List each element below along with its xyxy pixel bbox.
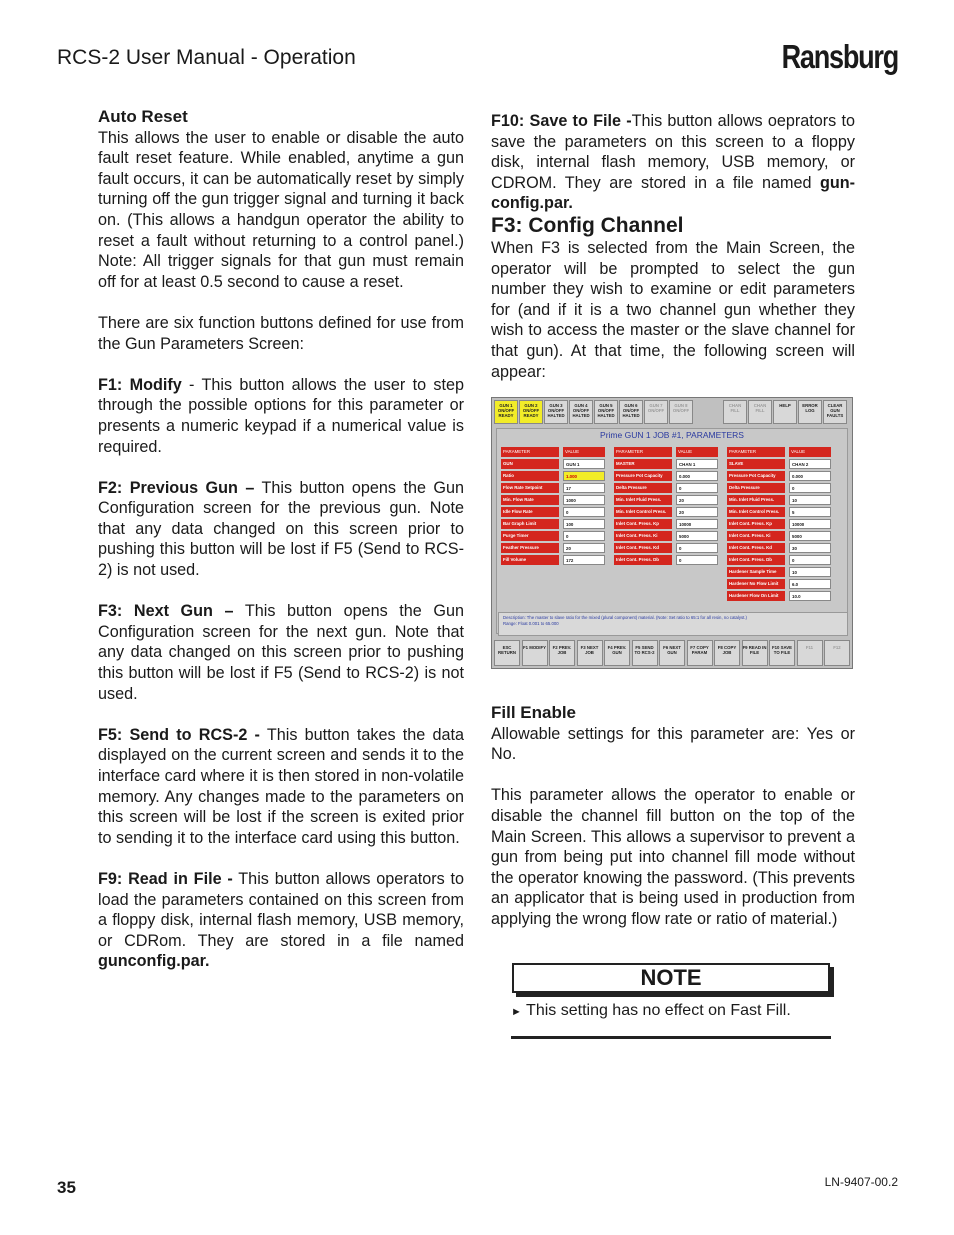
- top-button-13[interactable]: ERROR LOG: [798, 400, 822, 424]
- top-button-9[interactable]: [694, 400, 722, 424]
- parameter-column-header: PARAMETER: [727, 447, 785, 457]
- document-reference: LN-9407-00.2: [824, 1175, 898, 1189]
- parameter-value[interactable]: 0.000: [676, 471, 718, 481]
- parameter-name[interactable]: Min. Inlet Fluid Press.: [727, 495, 785, 505]
- f9-text: This button allows operators to load the parameters contained on this screen from a floppy disk, internal flash memory, USB memory, or CDRom. They are stored in a file named: [98, 869, 464, 950]
- parameter-name[interactable]: Purge Timer: [501, 531, 559, 541]
- parameter-row[interactable]: [614, 483, 726, 493]
- parameter-value[interactable]: 30: [789, 543, 831, 553]
- f9-label: F9: Read in File -: [98, 869, 233, 888]
- parameter-name[interactable]: Delta Pressure: [614, 483, 672, 493]
- parameter-value[interactable]: 1000: [563, 495, 605, 505]
- f3-paragraph: [98, 601, 464, 704]
- f10-filename: gun-config.par.: [491, 173, 855, 213]
- function-button-5[interactable]: F4 PREV. GUN: [604, 640, 630, 666]
- parameter-name[interactable]: Hardener Sample Time: [727, 567, 785, 577]
- auto-reset-paragraph: This allows the user to enable or disable the auto fault reset feature. While enabled, anytime a gun fault occurs, it can be automatically reset by simply turning off the gun trigger signal and turning it back on. (This allows a handgun operator the ability to reset a fault without returning to a control panel.) Note: All trigger signals for that gun must remain off for at least 0.5 second to cause a reset.: [98, 128, 464, 291]
- parameter-name[interactable]: Min. Inlet Control Press.: [614, 507, 672, 517]
- parameter-name[interactable]: MASTER: [614, 459, 672, 469]
- parameter-row[interactable]: [727, 555, 839, 565]
- parameter-row[interactable]: [501, 507, 613, 517]
- parameter-value[interactable]: GUN 1: [563, 459, 605, 469]
- top-button-7[interactable]: GUN 7 ON/OFF: [644, 400, 668, 424]
- parameter-value[interactable]: 20: [676, 507, 718, 517]
- parameter-value[interactable]: 0: [676, 555, 718, 565]
- parameter-row[interactable]: [501, 531, 613, 541]
- parameter-row[interactable]: [614, 507, 726, 517]
- parameter-row[interactable]: [727, 459, 839, 469]
- f1-text: - This button allows the user to step through the possible options for this parameter or presents a numeric keypad if a numerical value is required.: [98, 375, 464, 456]
- gun-parameters-screenshot: [491, 397, 853, 669]
- page-number: 35: [57, 1178, 76, 1197]
- f1-label: F1: Modify: [98, 375, 182, 394]
- parameter-row[interactable]: [501, 519, 613, 529]
- f2-label: F2: Previous Gun –: [98, 478, 255, 497]
- parameter-value[interactable]: 5000: [676, 531, 718, 541]
- parameter-name[interactable]: Inlet Cont. Press. Ki: [614, 531, 672, 541]
- parameter-value[interactable]: 10000: [789, 519, 831, 529]
- parameter-value[interactable]: 0: [676, 483, 718, 493]
- parameter-name[interactable]: Pressure Pot Capacity: [727, 471, 785, 481]
- fill-enable-description: This parameter allows the operator to enable or disable the channel fill button on the top of the Main Screen. This allows a supervisor to prevent a gun from being put into channel fill mode without the operator knowing the password. (This prevents an applicator that is being used in production from applying the wrong flow rate or ratio of material.): [491, 786, 855, 928]
- parameter-name[interactable]: SLAVE: [727, 459, 785, 469]
- parameter-name[interactable]: Hardener No Flow Limit: [727, 579, 785, 589]
- right-column: [491, 111, 855, 382]
- top-button-2[interactable]: GUN 2 ON/OFF READY: [519, 400, 543, 424]
- parameters-panel: [496, 428, 848, 634]
- parameter-row[interactable]: [727, 591, 839, 601]
- parameter-name[interactable]: Min. Inlet Fluid Press.: [614, 495, 672, 505]
- parameter-name[interactable]: Min. Flow Rate: [501, 495, 559, 505]
- parameter-description: [498, 612, 848, 636]
- parameters-panel-title: Prime GUN 1 JOB #1, PARAMETERS: [600, 430, 744, 440]
- function-button-11[interactable]: F10 SAVE TO FILE: [769, 640, 795, 666]
- parameter-value[interactable]: 10.0: [789, 591, 831, 601]
- function-button-6[interactable]: F5 SEND TO RCS-2: [632, 640, 658, 666]
- parameter-name[interactable]: Inlet Cont. Press. Kp: [614, 519, 672, 529]
- parameter-name[interactable]: Inlet Cont. Press. Kd: [614, 543, 672, 553]
- parameter-row[interactable]: [727, 567, 839, 577]
- bullet-arrow-icon: ►: [511, 1006, 522, 1018]
- parameters-column-3: [727, 447, 839, 603]
- parameter-name[interactable]: Inlet Cont. Press. Kd: [727, 543, 785, 553]
- note-bullet-text: This setting has no effect on Fast Fill.: [526, 1002, 791, 1019]
- function-button-3[interactable]: F2 PREV. JOB: [549, 640, 575, 666]
- parameter-row[interactable]: [727, 495, 839, 505]
- f9-filename: gunconfig.par.: [98, 952, 210, 971]
- f1-paragraph: [98, 375, 464, 457]
- parameter-row[interactable]: [614, 471, 726, 481]
- parameter-row[interactable]: [727, 519, 839, 529]
- parameter-value[interactable]: 5: [789, 507, 831, 517]
- parameter-value[interactable]: 0: [563, 507, 605, 517]
- top-button-5[interactable]: GUN 5 ON/OFF HALTED: [594, 400, 618, 424]
- parameter-value[interactable]: 0: [789, 483, 831, 493]
- function-button-10[interactable]: F9 READ IN FILE: [742, 640, 768, 666]
- value-column-header: VALUE: [789, 447, 831, 457]
- parameter-name[interactable]: Inlet Cont. Press. Kp: [727, 519, 785, 529]
- parameter-name[interactable]: Flow Rate Setpoint: [501, 483, 559, 493]
- f10-paragraph: [491, 111, 855, 214]
- range-text: Range: Float 0.001 to 65.000: [503, 621, 559, 626]
- f10-label: F10: Save to File -: [491, 112, 632, 130]
- screenshot-top-button-bar: [494, 400, 850, 426]
- parameter-value[interactable]: 0: [676, 543, 718, 553]
- function-button-4[interactable]: F3 NEXT JOB: [577, 640, 603, 666]
- description-text: Description: The master to slave ratio for the mixed (plural component) material. (Note: Set ratio to 65:1 for all resin, no catalyst.): [503, 615, 747, 620]
- f5-paragraph: [98, 725, 464, 849]
- parameters-header-row: [727, 447, 839, 457]
- note-box: NOTE: [512, 963, 830, 993]
- top-button-8[interactable]: GUN 8 ON/OFF: [669, 400, 693, 424]
- f5-text: This button takes the data displayed on the current screen and sends it to the interface card where it is then stored in non-volatile memory. Any changes made to the parameters on this screen will be lost if the screen is exited prior to sending it to the interface card using this button.: [98, 725, 465, 847]
- parameter-name[interactable]: Bar Graph Limit: [501, 519, 559, 529]
- parameter-name[interactable]: Hardener Flow On Limit: [727, 591, 785, 601]
- left-column: [98, 107, 464, 972]
- parameter-column-header: PARAMETER: [501, 447, 559, 457]
- top-button-4[interactable]: GUN 4 ON/OFF HALTED: [569, 400, 593, 424]
- fill-enable-section: [491, 703, 855, 930]
- note-bullet: [511, 1002, 791, 1020]
- parameters-header-row: [614, 447, 726, 457]
- parameter-value[interactable]: CHAN 1: [676, 459, 718, 469]
- parameter-value[interactable]: 0.000: [789, 471, 831, 481]
- parameter-row[interactable]: [501, 495, 613, 505]
- parameter-row[interactable]: [727, 507, 839, 517]
- page-header-title: RCS-2 User Manual - Operation: [57, 46, 356, 69]
- parameter-row[interactable]: [727, 579, 839, 589]
- parameter-name[interactable]: Pressure Pot Capacity: [614, 471, 672, 481]
- f5-label: F5: Send to RCS-2 -: [98, 725, 260, 744]
- parameter-value[interactable]: 0: [789, 555, 831, 565]
- parameter-name[interactable]: Delta Pressure: [727, 483, 785, 493]
- parameter-row[interactable]: [727, 483, 839, 493]
- parameter-value[interactable]: 20: [563, 543, 605, 553]
- parameter-row[interactable]: [501, 471, 613, 481]
- top-button-10[interactable]: CHAN FILL: [723, 400, 747, 424]
- parameter-value[interactable]: CHAN 2: [789, 459, 831, 469]
- f2-paragraph: [98, 478, 464, 581]
- parameter-name[interactable]: Feather Pressure: [501, 543, 559, 553]
- parameter-row[interactable]: [501, 543, 613, 553]
- value-column-header: VALUE: [563, 447, 605, 457]
- top-button-14[interactable]: CLEAR GUN FAULTS: [823, 400, 847, 424]
- f10-text: This button allows oeprators to save the parameters on this screen to a floppy disk, internal flash memory, USB memory, or CDROM. They are stored in a file named: [491, 112, 855, 192]
- parameters-column-1: [501, 447, 613, 567]
- parameter-row[interactable]: [501, 459, 613, 469]
- parameter-value[interactable]: 10000: [676, 519, 718, 529]
- brand-logo: Ransburg: [781, 38, 898, 75]
- parameter-value[interactable]: 100: [563, 519, 605, 529]
- parameter-value[interactable]: 6.0: [789, 579, 831, 589]
- fill-enable-heading: Fill Enable: [491, 703, 577, 722]
- parameter-value[interactable]: 0: [563, 531, 605, 541]
- note-divider: [511, 1036, 831, 1039]
- parameter-name[interactable]: Inlet Cont. Press. Db: [727, 555, 785, 565]
- parameter-name[interactable]: Min. Inlet Control Press.: [727, 507, 785, 517]
- parameter-name[interactable]: Inlet Cont. Press. Ki: [727, 531, 785, 541]
- parameter-column-header: PARAMETER: [614, 447, 672, 457]
- parameter-row[interactable]: [614, 555, 726, 565]
- f3-label: F3: Next Gun –: [98, 602, 234, 621]
- function-button-8[interactable]: F7 COPY PARAM: [687, 640, 713, 666]
- parameter-row[interactable]: [501, 555, 613, 565]
- parameter-row[interactable]: [501, 483, 613, 493]
- fill-enable-settings: Allowable settings for this parameter are: Yes or No.: [491, 724, 855, 764]
- top-button-6[interactable]: GUN 6 ON/OFF HALTED: [619, 400, 643, 424]
- parameter-row[interactable]: [614, 519, 726, 529]
- parameter-value[interactable]: 172: [563, 555, 605, 565]
- top-button-1[interactable]: GUN 1 ON/OFF READY: [494, 400, 518, 424]
- f3-text: This button opens the Gun Configuration screen for the next gun. Note that any data changed on this screen prior to pushing this button will be lost if F5 (Send to RCS-2) is not used.: [98, 602, 464, 703]
- parameter-value[interactable]: 10: [789, 495, 831, 505]
- parameters-header-row: [501, 447, 613, 457]
- parameter-name[interactable]: Ratio: [501, 471, 559, 481]
- parameter-row[interactable]: [614, 459, 726, 469]
- parameter-value[interactable]: 20: [676, 495, 718, 505]
- value-column-header: VALUE: [676, 447, 718, 457]
- intro-paragraph: There are six function buttons defined for use from the Gun Parameters Screen:: [98, 313, 464, 353]
- function-button-1[interactable]: ESC RETURN: [494, 640, 520, 666]
- config-channel-paragraph: When F3 is selected from the Main Screen, the operator will be prompted to select the gun number they wish to examine or edit parameters for (and if it is a two channel gun whether they wish to access the master or the slave channel for that gun). At that time, the following screen will appear:: [491, 238, 855, 381]
- function-button-13[interactable]: F12: [824, 640, 850, 666]
- top-button-3[interactable]: GUN 3 ON/OFF HALTED: [544, 400, 568, 424]
- top-button-12[interactable]: HELP: [773, 400, 797, 424]
- parameter-value[interactable]: 17: [563, 483, 605, 493]
- parameter-value[interactable]: 5000: [789, 531, 831, 541]
- auto-reset-heading: Auto Reset: [98, 107, 188, 126]
- function-button-2[interactable]: F1 MODIFY: [522, 640, 548, 666]
- parameter-row[interactable]: [727, 543, 839, 553]
- parameter-value[interactable]: 1.000: [563, 471, 605, 481]
- parameter-name[interactable]: Idle Flow Rate: [501, 507, 559, 517]
- config-channel-heading: F3: Config Channel: [491, 213, 684, 237]
- parameter-row[interactable]: [727, 471, 839, 481]
- screenshot-bottom-button-bar: [494, 640, 850, 667]
- function-button-7[interactable]: F6 NEXT GUN: [659, 640, 685, 666]
- f2-text: This button opens the Gun Configuration screen for the previous gun. Note that any data changed on this screen prior to pushing this button will be lost if F5 (Send to RCS-2) is not used.: [98, 478, 464, 580]
- function-button-9[interactable]: F8 COPY JOB: [714, 640, 740, 666]
- parameter-row[interactable]: [614, 495, 726, 505]
- function-button-12[interactable]: F11: [797, 640, 823, 666]
- parameter-name[interactable]: GUN: [501, 459, 559, 469]
- parameter-name[interactable]: Fill Volume: [501, 555, 559, 565]
- parameter-name[interactable]: Inlet Cont. Press. Db: [614, 555, 672, 565]
- parameter-row[interactable]: [614, 543, 726, 553]
- parameter-row[interactable]: [727, 531, 839, 541]
- top-button-11[interactable]: CHAN FILL: [748, 400, 772, 424]
- parameter-row[interactable]: [614, 531, 726, 541]
- parameters-column-2: [614, 447, 726, 567]
- f9-paragraph: [98, 869, 464, 972]
- parameter-value[interactable]: 10: [789, 567, 831, 577]
